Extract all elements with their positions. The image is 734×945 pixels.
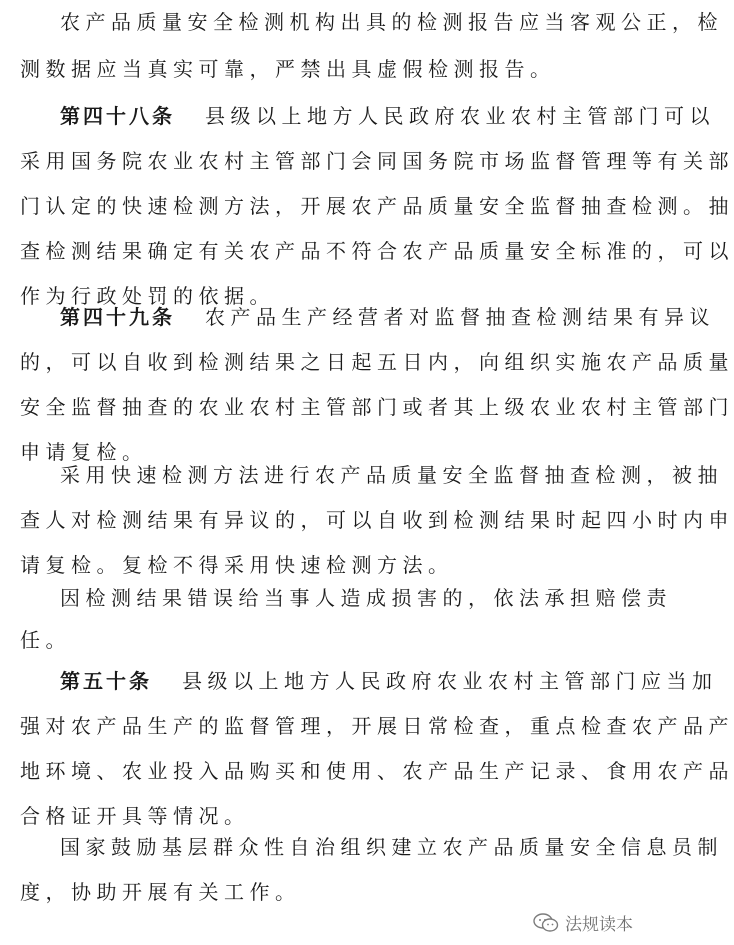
- text-line: 采用快速检测方法进行农产品质量安全监督抽查检测，被抽: [60, 463, 723, 487]
- watermark-text: 法规读本: [565, 915, 633, 935]
- text-line: 合格证开具等情况。: [20, 804, 250, 828]
- watermark: [533, 910, 633, 935]
- text-line: 的，可以自收到检测结果之日起五日内，向组织实施农产品质量: [20, 350, 734, 374]
- text-line: 县级以上地方人民政府农业农村主管部门可以: [205, 104, 715, 128]
- text-line: 国家鼓励基层群众性自治组织建立农产品质量安全信息员制: [60, 835, 723, 859]
- article-48-heading: 第四十八条: [60, 104, 175, 128]
- article-49-line: [60, 300, 715, 334]
- text-line: 申请复检。: [20, 440, 148, 464]
- text-line: 农产品质量安全检测机构出具的检测报告应当客观公正，检: [60, 10, 723, 34]
- article-49-heading: 第四十九条: [60, 305, 175, 329]
- article-50-line: [60, 664, 718, 698]
- text-line: 查检测结果确定有关农产品不符合农产品质量安全标准的，可以: [20, 239, 734, 263]
- text-line: 门认定的快速检测方法，开展农产品质量安全监督抽查检测。抽: [20, 194, 734, 218]
- text-line: 强对农产品生产的监督管理，开展日常检查，重点检查农产品产: [20, 714, 734, 738]
- text-line: 农产品生产经营者对监督抽查检测结果有异议: [205, 305, 715, 329]
- article-48-line: [60, 99, 715, 133]
- text-line: 请复检。复检不得采用快速检测方法。: [20, 553, 454, 577]
- text-line: 测数据应当真实可靠，严禁出具虚假检测报告。: [20, 57, 556, 81]
- text-line: 县级以上地方人民政府农业农村主管部门应当加: [182, 669, 718, 693]
- text-line: 度，协助开展有关工作。: [20, 880, 301, 904]
- text-line: 采用国务院农业农村主管部门会同国务院市场监督管理等有关部: [20, 149, 734, 173]
- wechat-icon: [533, 913, 559, 933]
- text-line: 因检测结果错误给当事人造成损害的，依法承担赔偿责: [60, 586, 672, 610]
- text-line: 任。: [20, 628, 71, 652]
- text-line: 地环境、农业投入品购买和使用、农产品生产记录、食用农产品: [20, 759, 734, 783]
- article-50-heading: 第五十条: [60, 669, 152, 693]
- text-line: 作为行政处罚的依据。: [20, 284, 275, 308]
- text-line: 安全监督抽查的农业农村主管部门或者其上级农业农村主管部门: [20, 395, 734, 419]
- text-line: 查人对检测结果有异议的，可以自收到检测结果时起四小时内申: [20, 508, 734, 532]
